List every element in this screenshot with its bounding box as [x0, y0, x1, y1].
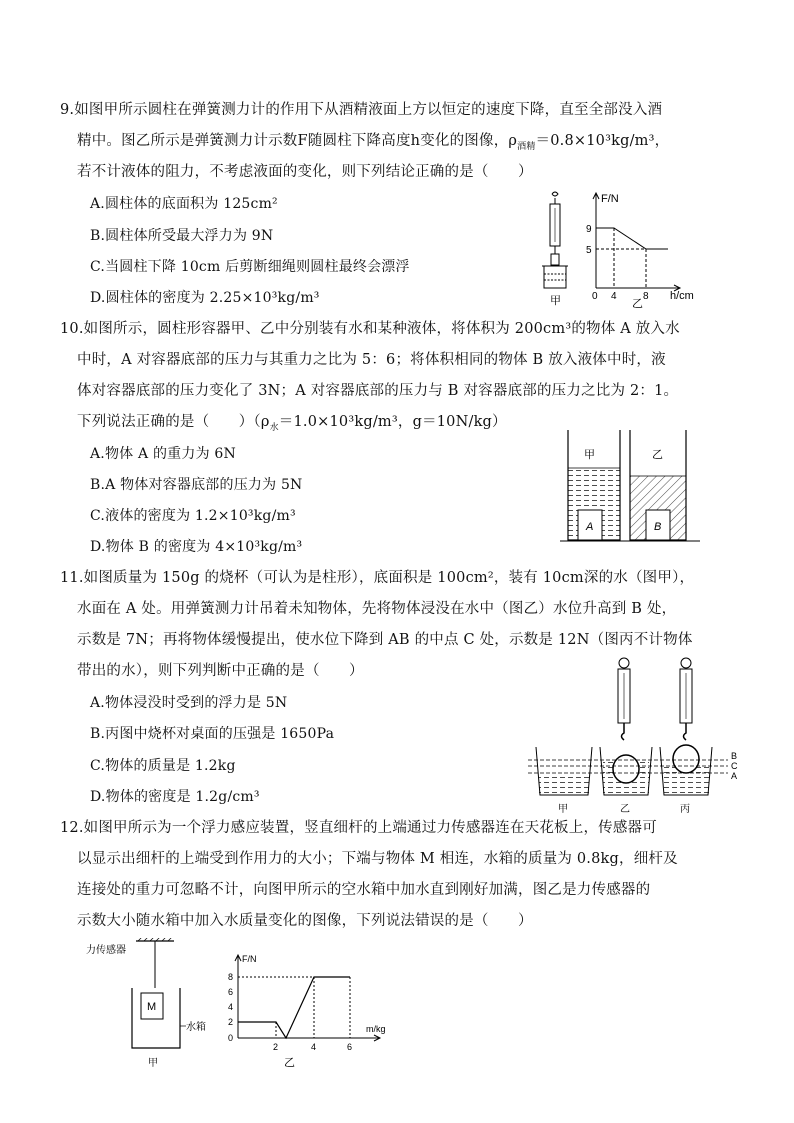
q11-option-b: B.丙图中烧杯对桌面的压强是 1650Pa: [90, 726, 335, 742]
q12-ytick-4: 4: [228, 1002, 234, 1012]
q9-option-a: A.圆柱体的底面积为 125cm²: [90, 196, 278, 212]
q11-level-B: B: [731, 751, 738, 761]
q12-sensor-label: 力传感器: [86, 945, 126, 956]
q10-fig-label-yi: 乙: [652, 449, 663, 461]
q9-graph-caption: 乙: [632, 298, 643, 308]
q10-rho-subscript: 水: [269, 422, 279, 433]
q12-graph-caption: 乙: [284, 1057, 295, 1069]
q9-graph-xtick-4: 4: [611, 291, 617, 302]
q10-fig-label-jia: 甲: [584, 449, 595, 461]
q10-option-d: D.物体 B 的密度为 4×10³kg/m³: [90, 539, 303, 555]
q12-line-1: 12.如图甲所示为一个浮力感应装置，竖直细杆的上端通过力传感器连在天花板上，传感器可: [60, 820, 657, 836]
q12-ytick-0: 0: [228, 1033, 234, 1043]
q11-level-A: A: [731, 771, 738, 781]
q12-ytick-6: 6: [228, 987, 234, 997]
q10-line-4-text: 下列说法正确的是（ ）（ρ: [77, 414, 270, 430]
q9-graph-xtick-8: 8: [643, 291, 649, 302]
q9-graph-ytick-5: 5: [586, 245, 592, 256]
q12-graph-xlabel: m/kg: [366, 1024, 386, 1034]
q11-label-yi: 乙: [620, 804, 630, 815]
q12-graph: [224, 950, 394, 1072]
q9-line-1: 9.如图甲所示圆柱在弹簧测力计的作用下从酒精液面上方以恒定的速度下降，直至全部没入酒: [60, 102, 663, 118]
q9-option-d: D.圆柱体的密度为 2.25×10³kg/m³: [90, 290, 320, 306]
q11-label-bing: 丙: [680, 804, 690, 815]
q10-fig-label-B: B: [654, 521, 662, 533]
q10-line-2: 中时，A 对容器底部的压力与其重力之比为 5：6；将体积相同的物体 B 放入液体中时，液: [77, 352, 666, 368]
q12-line-3: 连接处的重力可忽略不计，向图甲所示的空水箱中加水直到刚好加满，图乙是力传感器的: [77, 882, 651, 898]
q12-xtick-4: 4: [311, 1042, 317, 1052]
q12-graph-ylabel: F/N: [242, 954, 257, 964]
q10-option-c: C.液体的密度为 1.2×10³kg/m³: [90, 508, 296, 524]
q11-level-C: C: [731, 761, 738, 771]
q9-line-3: 若不计液体的阻力，不考虑液面的变化，则下列结论正确的是（ ）: [77, 164, 533, 180]
q9-graph-ylabel: F/N: [601, 193, 619, 205]
q12-object-M: M: [147, 1001, 157, 1013]
q11-option-a: A.物体浸没时受到的浮力是 5N: [90, 695, 288, 711]
q12-figure-jia: [86, 938, 216, 1070]
q12-tank-label: 水箱: [186, 1022, 206, 1033]
q9-line-2-tail: ＝0.8×10³kg/m³，: [535, 133, 670, 149]
q9-graph-xtick-0: 0: [592, 291, 598, 302]
q12-line-4: 示数大小随水箱中加入水质量变化的图像，下列说法错误的是（ ）: [77, 913, 533, 929]
q9-option-b: B.圆柱体所受最大浮力为 9N: [90, 228, 274, 244]
q10-fig-label-A: A: [586, 521, 594, 533]
q9-graph: [584, 190, 702, 308]
q11-option-d: D.物体的密度是 1.2g/cm³: [90, 789, 260, 805]
q9-graph-ytick-9: 9: [586, 224, 592, 235]
q10-line-3: 体对容器底部的压力变化了 3N；A 对容器底部的压力与 B 对容器底部的压力之比为 2：1。: [77, 383, 679, 399]
q9-fig-label-jia: 甲: [550, 295, 561, 307]
q12-ytick-2: 2: [228, 1017, 234, 1027]
q11-line-2: 水面在 A 处。用弹簧测力计吊着未知物体，先将物体浸没在水中（图乙）水位升高到 B 处，: [77, 601, 677, 617]
q9-line-2-text: 精中。图乙所示是弹簧测力计示数F随圆柱下降高度h变化的图像，ρ: [77, 133, 518, 149]
q9-rho-subscript: 酒精: [517, 141, 536, 152]
q11-label-jia: 甲: [558, 804, 568, 815]
q12-xtick-6: 6: [347, 1042, 353, 1052]
q9-graph-xlabel: h/cm: [670, 290, 694, 302]
q12-xtick-2: 2: [273, 1042, 279, 1052]
q10-line-4-tail: ＝1.0×10³kg/m³，g＝10N/kg）: [278, 414, 507, 430]
q10-option-b: B.A 物体对容器底部的压力为 5N: [90, 477, 303, 493]
q12-fig-label-jia: 甲: [148, 1058, 158, 1069]
q10-figure: [560, 428, 704, 548]
q10-line-1: 10.如图所示，圆柱形容器甲、乙中分别装有水和某种液体，将体积为 200cm³的物体 A 放入水: [60, 321, 680, 337]
q9-figure-jia: [536, 190, 580, 310]
q11-option-c: C.物体的质量是 1.2kg: [90, 758, 236, 774]
q12-ytick-8: 8: [228, 972, 234, 982]
q11-line-1: 11.如图质量为 150g 的烧杯（可认为是柱形），底面积是 100cm²，装有 10cm深的水（图甲），: [60, 570, 695, 586]
q11-line-3: 示数是 7N；再将物体缓慢提出，使水位下降到 AB 的中点 C 处，示数是 12N（图丙不计物体: [77, 632, 693, 648]
q9-option-c: C.当圆柱下降 10cm 后剪断细绳则圆柱最终会漂浮: [90, 259, 410, 275]
q10-option-a: A.物体 A 的重力为 6N: [90, 446, 236, 462]
q12-line-2: 以显示出细杆的上端受到作用力的大小；下端与物体 M 相连，水箱的质量为 0.8kg，细杆及: [77, 851, 678, 867]
q11-figure: [528, 655, 744, 817]
q11-line-4: 带出的水），则下列判断中正确的是（ ）: [77, 663, 364, 679]
q9-line-2: [77, 131, 669, 157]
q10-line-4: [77, 412, 507, 438]
